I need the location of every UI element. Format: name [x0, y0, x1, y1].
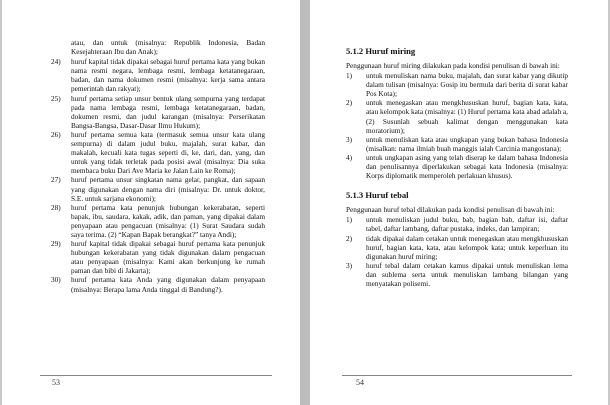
list-item — [51, 94, 265, 130]
list-item-number: 24) — [51, 57, 61, 67]
list-item-text: tidak dipakai dalam cetakan untuk menegaskan atau mengkhususkan huruf, bagian kata, kata, atau kelompok kata; untuk keperluan itu digunakan huruf miring; — [366, 233, 568, 261]
list-item — [346, 215, 568, 233]
list-item — [346, 71, 568, 98]
list-item-number: 3) — [346, 260, 353, 270]
list-item-text: untuk ungkapan asing yang telah diserap ke dalam bahasa Indonesia dan penulisannya diperlakukan sebagai kata Indonesia (misalnya: Korps diplomatik memperoleh perlakuan khusus). — [366, 152, 568, 181]
list-item — [51, 57, 265, 93]
list-item — [51, 175, 265, 202]
list-item-text: untuk menuliskan judul buku, bab, bagian bab, daftar isi, daftar tabel, daftar lambang, daftar pustaka, indeks, dan lampiran; — [366, 215, 568, 234]
right-footer — [342, 375, 572, 392]
list-item-number: 4) — [346, 152, 353, 162]
list-item-text: untuk menuliskan nama buku, majalah, dan surat kabar yang dikutip dalam tulisan (misalnya: Gosip itu bermula dari berita di surat kabar Pos Kota); — [366, 71, 568, 99]
list-item — [346, 135, 568, 153]
section-heading-tebal: 5.1.3 Huruf tebal — [346, 190, 409, 201]
list-item — [51, 130, 265, 175]
list-item-number: 3) — [346, 134, 353, 144]
right-page — [310, 0, 608, 405]
list-item-text: untuk menuliskan kata atau ungkapan yang bukan bahasa Indonesia (misalkan: nama ilmiah buah manggis ialah Carcinia mangostana); — [366, 134, 568, 153]
bold-usage-list — [346, 215, 568, 288]
list-item — [51, 239, 265, 275]
list-item — [346, 234, 568, 261]
list-item-text: huruf pertama kata Anda yang digunakan dalam penyapaan (misalnya: Berapa lama Anda tinggal di Bandung?). — [71, 275, 265, 294]
list-item-text: huruf kapital tidak dipakai sebagai huruf pertama kata penunjuk hubungan kekerabatan yang tidak digunakan dalam pengacuan atau penyapaan (misalnya: Kami akan berkunjung ke rumah paman dan bibi di Jakarta); — [71, 239, 265, 276]
page-number: 54 — [356, 378, 364, 387]
page-gutter — [300, 0, 310, 405]
list-item-text: huruf pertama semua kata (termasuk semua unsur kata ulang sempurna) di dalam judul buku, majalah, surat kabar, dan makalah, kecuali kata tugas seperti di, ke, dari, dan, yang, dan untuk yang tidak terletak pada posisi awal (misalnya: Dia suka membaca buku Dari Ave Maria ke Jalan Lain ke Roma); — [71, 129, 265, 176]
list-item-number: 2) — [346, 233, 353, 243]
section-heading-miring: 5.1.2 Huruf miring — [346, 46, 416, 56]
list-item-number: 28) — [51, 202, 61, 212]
list-item-text: untuk menegaskan atau mengkhususkan huruf, bagian kata, kata, atau kelompok kata (misalnya: (1) Huruf pertama kata abad adalah a, (2) Susunlah sebuah kalimat dengan menggunakan kata moratorium); — [366, 98, 568, 135]
lead-in-text: atau, dan untuk (misalnya: Republik Indonesia, Badan Kesejahteraan Ibu dan Anak); — [71, 38, 265, 57]
list-item-number: 2) — [346, 98, 353, 108]
list-item-text: huruf pertama setiap unsur bentuk ulang sempurna yang terdapat pada nama lembaga resmi, lembaga ketatanegaraan, badan, dokumen resmi, dan judul karangan (misalnya: Perserikatan Bangsa-Bangsa, Dasar-Dasar Ilmu Hukum); — [71, 93, 265, 130]
list-item-number: 27) — [51, 175, 61, 185]
italic-usage-list — [346, 71, 568, 180]
capitalization-list — [51, 57, 265, 293]
list-item-number: 1) — [346, 215, 353, 225]
list-item — [51, 203, 265, 239]
list-item — [346, 98, 568, 134]
list-item-number: 25) — [51, 93, 61, 103]
section-intro-tebal: Penggunaan huruf tebal dilakukan pada kondisi penulisan di bawah ini: — [346, 205, 555, 215]
list-item — [346, 153, 568, 180]
left-footer — [40, 375, 272, 392]
list-item-number: 1) — [346, 71, 353, 81]
list-item-text: huruf kapital tidak dipakai sebagai huruf pertama kata yang bukan nama resmi negara, lembaga resmi, lembaga ketatanegaraan, badan, dan nama dokumen resmi (misalnya: kerja sama antara pemerintah dan rakyat); — [71, 57, 265, 94]
page-number: 53 — [52, 378, 60, 387]
section-intro-miring: Penggunaan huruf miring dilakukan pada kondisi penulisan di bawah ini: — [346, 61, 560, 70]
list-item-text: huruf pertama unsur singkatan nama gelar, pangkat, dan sapaan yang digunakan dengan nama diri (misalnya: Dr. untuk doktor, S.E. untuk sarjana ekonomi); — [71, 175, 265, 203]
list-item-text: huruf tebal dalam cetakan kamus dipakai untuk menuliskan lema dan sublema serta untuk menuliskan lambang bilangan yang menyatakan polisemi. — [366, 260, 568, 288]
list-item-number: 26) — [51, 129, 61, 139]
left-page-body — [51, 38, 265, 294]
list-item — [346, 261, 568, 288]
right-page-body — [346, 40, 568, 288]
list-item-text: huruf pertama kata penunjuk hubungan kekerabatan, seperti bapak, ibu, saudara, kakak, adik, dan paman, yang dipakai dalam penyapaan atau pengacuan (misalnya: (1) Surat Saudara sudah saya terima. (2) “Kapan Bapak berangkat?” tanya Andi); — [71, 202, 265, 239]
left-page — [2, 0, 300, 405]
list-item-number: 29) — [51, 239, 61, 249]
list-item — [51, 275, 265, 293]
list-item-number: 30) — [51, 275, 61, 285]
